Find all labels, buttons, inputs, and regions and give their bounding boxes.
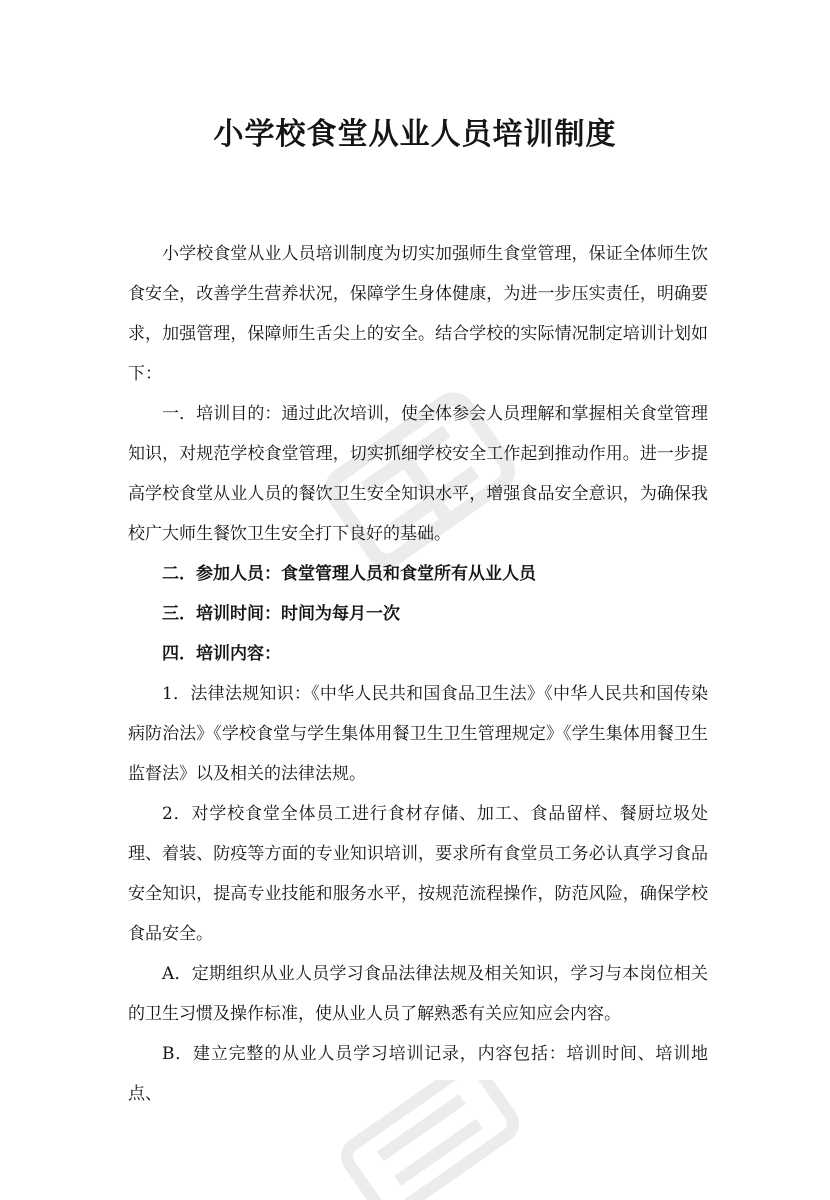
paragraph-intro: 小学校食堂从业人员培训制度为切实加强师生食堂管理，保证全体师生饮食安全，改善学生营养状况，保障学生身体健康，为进一步压实责任，明确要求，加强管理，保障师生舌尖上的安全。结合学校的实际情况制定培训计划如下：	[128, 244, 708, 384]
paragraph-item-a: A．定期组织从业人员学习食品法律法规及相关知识，学习与本岗位相关的卫生习惯及操作标准，使从业人员了解熟悉有关应知应会内容。	[128, 964, 708, 1024]
document-body	[128, 234, 708, 1114]
paragraph-section-3: 三．培训时间：时间为每月一次	[162, 604, 400, 624]
paragraph-section-4: 四．培训内容：	[162, 644, 281, 664]
paragraph-section-1: 一．培训目的：通过此次培训，使全体参会人员理解和掌握相关食堂管理知识，对规范学校食堂管理，切实抓细学校安全工作起到推动作用。进一步提高学校食堂从业人员的餐饮卫生安全知识水平，增强食品安全意识，为确保我校广大师生餐饮卫生安全打下良好的基础。	[128, 404, 708, 544]
paragraph-section-2: 二．参加人员：食堂管理人员和食堂所有从业人员	[162, 564, 536, 584]
paragraph-item-b: B．建立完整的从业人员学习培训记录，内容包括：培训时间、培训地点、	[128, 1044, 708, 1104]
paragraph-item-1: 1．法律法规知识：《中华人民共和国食品卫生法》《中华人民共和国传染病防治法》《学校食堂与学生集体用餐卫生卫生管理规定》《学生集体用餐卫生监督法》以及相关的法律法规。	[128, 684, 708, 784]
document-title: 小学校食堂从业人员培训制度	[213, 117, 617, 152]
paragraph-item-2: 2．对学校食堂全体员工进行食材存储、加工、食品留样、餐厨垃圾处理、着装、防疫等方面的专业知识培训，要求所有食堂员工务必认真学习食品安全知识，提高专业技能和服务水平，按规范流程操作，防范风险，确保学校食品安全。	[128, 804, 708, 944]
